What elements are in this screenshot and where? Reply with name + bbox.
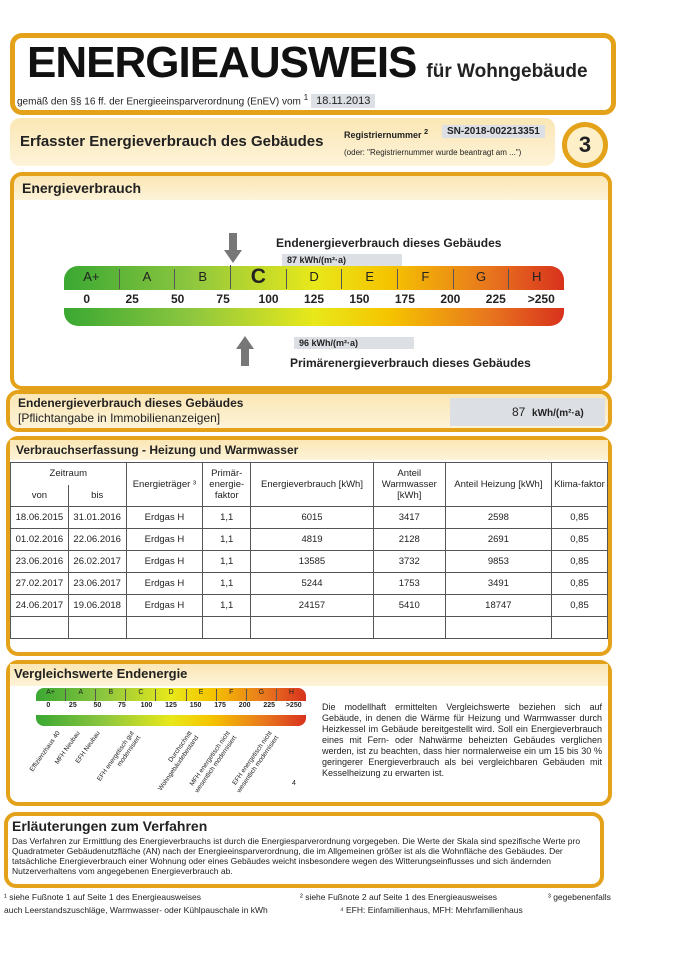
comparison-label: EFH energetisch gut modernisiert [96, 730, 142, 783]
energy-title: Energieverbrauch [22, 180, 142, 196]
table-cell: 0,85 [552, 551, 608, 573]
scale-tick: 175 [214, 702, 226, 709]
table-cell: 1,1 [203, 529, 251, 551]
comparison-text: Die modellhaft ermittelten Vergleichswerte beziehen sich auf Gebäude, in denen die Wärme für Heizung und Warmwasser durch Heizkessel im Gebäude bereitgestellt wird. Soll ein Energieverbrauch eines mit Fern- oder Nahwärme beheizten Gebäudes verglichen werden, ist zu beachten, dass hier normalerweise ein um 15 bis 30 % geringerer Energieverbrauch als bei vergleichbaren Gebäuden mit Kesselheizung zu erwarten ist. [322, 702, 602, 778]
summary-number: 87 [512, 405, 526, 419]
page-number-badge: 3 [562, 122, 608, 168]
scale-tick: 25 [68, 702, 77, 709]
comparison-panel [6, 660, 612, 806]
scale-tick: 25 [125, 292, 139, 306]
table-cell: 2128 [373, 529, 445, 551]
comparison-footnote-mark: 4 [292, 780, 296, 787]
comparison-label: EFH Neubau [74, 730, 102, 765]
table-cell: 18.06.2015 [11, 507, 69, 529]
table-cell: 5410 [373, 595, 445, 617]
scale-tick: 225 [485, 292, 506, 306]
table-row-empty [11, 617, 608, 639]
table-cell: 3417 [373, 507, 445, 529]
registration-note: (oder: "Registriernummer wurde beantragt am ...") [344, 148, 522, 157]
energy-class-G: G [453, 269, 509, 289]
table-cell: Erdgas H [126, 595, 203, 617]
table-cell: 1753 [373, 573, 445, 595]
scale-tick: 0 [83, 292, 91, 306]
end-value: 87 [287, 255, 298, 265]
energy-class-E: E [341, 269, 397, 289]
table-row [11, 595, 608, 617]
legal-sup: 1 [303, 92, 309, 102]
summary-value [450, 398, 605, 426]
table-cell-empty [126, 617, 203, 639]
consumption-table [10, 462, 608, 639]
prim-unit: kWh/(m²·a) [311, 338, 359, 348]
summary-panel [6, 390, 612, 432]
end-energy-label: Endenergieverbrauch dieses Gebäudes [276, 236, 502, 250]
summary-unit: kWh/(m²·a) [532, 408, 584, 419]
col-to: bis [68, 485, 126, 507]
prim-value: 96 [299, 338, 310, 348]
table-cell: 4819 [251, 529, 374, 551]
footnote-2: ² siehe Fußnote 2 auf Seite 1 des Energieausweises [300, 892, 498, 902]
consumption-title: Verbrauchserfassung - Heizung und Warmwasser [16, 443, 299, 457]
table-cell: 31.01.2016 [68, 507, 126, 529]
table-cell: 22.06.2016 [68, 529, 126, 551]
table-cell: 9853 [445, 551, 551, 573]
energy-class-A: A [119, 269, 175, 289]
table-row [11, 529, 608, 551]
table-row [11, 573, 608, 595]
primary-energy-value [294, 337, 414, 349]
table-cell: 3732 [373, 551, 445, 573]
title-line [27, 38, 588, 88]
section-header [10, 118, 555, 166]
comparison-label: Effizienzhaus 40 [28, 730, 62, 774]
col-usage: Energieverbrauch [kWh] [251, 463, 374, 507]
table-cell: 01.02.2016 [11, 529, 69, 551]
document-title: ENERGIEAUSWEIS [27, 38, 417, 87]
table-cell: 2691 [445, 529, 551, 551]
energy-class-D: D [155, 689, 185, 701]
scale-tick: 200 [440, 292, 461, 306]
explanation-text: Das Verfahren zur Ermittlung des Energieverbrauchs ist durch die Energiesparverordnung vorgegeben. Die Werte der Skala sind spezifische Werte pro Quadratmeter Gebäudenutzfläche (AN) nach der Energieeinsparverordnung, die im Allgemeinen größer ist als die Wohnfläche des Gebäudes. Der tatsächliche Energieverbrauch einer Wohnung oder eines Gebäudes weicht insbesondere wegen des Witterungseinflusses und sich ändernden Nutzerverhaltens vom angegebenen Energieverbrauch ab. [12, 836, 581, 876]
table-cell: Erdgas H [126, 551, 203, 573]
energy-scale [64, 266, 564, 326]
energy-class-F: F [216, 689, 246, 701]
registration-label [344, 127, 428, 140]
comparison-label: MFH Neubau [53, 730, 82, 766]
table-cell: 19.06.2018 [68, 595, 126, 617]
legal-basis [17, 92, 375, 107]
col-from: von [11, 485, 69, 507]
col-period: Zeitraum [11, 463, 127, 485]
table-cell: 23.06.2017 [68, 573, 126, 595]
arrow-down-icon [224, 233, 242, 263]
table-cell-empty [552, 617, 608, 639]
scale-tick: 50 [93, 702, 102, 709]
energy-class-C: C [125, 689, 155, 701]
col-factor: Primär-energie-faktor [203, 463, 251, 507]
comparison-title: Vergleichswerte Endenergie [14, 666, 188, 681]
table-cell: 23.06.2016 [11, 551, 69, 573]
col-heating: Anteil Heizung [kWh] [445, 463, 551, 507]
col-carrier: Energieträger ³ [126, 463, 203, 507]
energy-class-C: C [230, 265, 286, 289]
energy-class-G: G [246, 689, 276, 701]
comparison-label: Durchschnitt Wohngebäudebestand [156, 730, 200, 792]
scale-tick: 100 [140, 702, 153, 709]
consumption-panel [6, 436, 612, 656]
table-cell: 24.06.2017 [11, 595, 69, 617]
scale-tick: >250 [285, 702, 302, 709]
scale-tick: 75 [118, 702, 126, 709]
scale-tick: 100 [258, 292, 279, 306]
table-cell: 6015 [251, 507, 374, 529]
scale-tick: 0 [46, 702, 51, 709]
energy-panel [10, 172, 612, 390]
table-cell-empty [251, 617, 374, 639]
table-cell: 5244 [251, 573, 374, 595]
table-cell: 0,85 [552, 573, 608, 595]
table-cell: 2598 [445, 507, 551, 529]
footnote-3: ³ gegebenenfalls [548, 892, 611, 902]
reg-label: Registriernummer [344, 130, 422, 140]
summary-title: Endenergieverbrauch dieses Gebäudes [18, 396, 244, 410]
scale-tick: 200 [238, 702, 251, 709]
table-row [11, 507, 608, 529]
table-cell-empty [373, 617, 445, 639]
col-water: Anteil Warmwasser [kWh] [373, 463, 445, 507]
energy-class-B: B [95, 689, 125, 701]
comparison-scale [36, 688, 306, 726]
table-cell: 1,1 [203, 551, 251, 573]
scale-tick: 150 [189, 702, 202, 709]
table-cell-empty [445, 617, 551, 639]
title-box [10, 33, 616, 115]
table-cell: 1,1 [203, 507, 251, 529]
end-unit: kWh/(m²·a) [299, 255, 347, 265]
table-cell: 24157 [251, 595, 374, 617]
legal-text: gemäß den §§ 16 ff. der Energieeinsparverordnung (EnEV) vom [17, 96, 301, 108]
footnote-1: ¹ siehe Fußnote 1 auf Seite 1 des Energieausweises [4, 892, 202, 902]
document-subtitle: für Wohngebäude [426, 61, 588, 82]
table-cell-empty [203, 617, 251, 639]
footnote-4: ⁴ EFH: Einfamilienhaus, MFH: Mehrfamilienhaus [340, 905, 523, 915]
table-cell-empty [68, 617, 126, 639]
energy-class-A+: A+ [46, 689, 55, 696]
scale-tick: 225 [263, 702, 276, 709]
scale-tick: >250 [527, 292, 555, 306]
table-cell: 26.02.2017 [68, 551, 126, 573]
table-cell: 0,85 [552, 507, 608, 529]
table-cell: 18747 [445, 595, 551, 617]
energy-class-F: F [397, 269, 453, 289]
table-cell: Erdgas H [126, 573, 203, 595]
summary-note: [Pflichtangabe in Immobilienanzeigen] [18, 411, 221, 425]
explanation-panel [4, 812, 604, 888]
scale-tick: 75 [216, 292, 230, 306]
scale-tick: 50 [170, 292, 185, 306]
energy-class-B: B [174, 269, 230, 289]
table-cell: 27.02.2017 [11, 573, 69, 595]
energy-class-D: D [286, 269, 342, 289]
section-title: Erfasster Energieverbrauch des Gebäudes [20, 133, 324, 150]
table-cell: Erdgas H [126, 507, 203, 529]
table-cell: 0,85 [552, 529, 608, 551]
table-cell: Erdgas H [126, 529, 203, 551]
energy-class-H: H [276, 689, 306, 701]
scale-tick: 125 [303, 292, 324, 306]
scale-tick: 125 [165, 702, 177, 709]
col-climate: Klima-faktor [552, 463, 608, 507]
energy-class-A+: A+ [83, 269, 100, 284]
comparison-label: EFH energetisch nicht wesentlich modernisiert [231, 730, 280, 794]
table-cell: 3491 [445, 573, 551, 595]
registration-number: SN-2018-002213351 [442, 125, 545, 138]
issue-date: 18.11.2013 [311, 94, 375, 108]
reg-sup: 2 [424, 127, 429, 136]
footnote-3b: auch Leerstandszuschläge, Warmwasser- oder Kühlpauschale in kWh [4, 905, 268, 915]
energy-class-A: A [65, 689, 95, 701]
table-row [11, 551, 608, 573]
primary-energy-label: Primärenergieverbrauch dieses Gebäudes [290, 356, 531, 370]
scale-tick: 150 [349, 292, 370, 306]
table-cell: 1,1 [203, 595, 251, 617]
table-cell: 0,85 [552, 595, 608, 617]
table-cell-empty [11, 617, 69, 639]
energy-class-H: H [508, 269, 564, 289]
explanation-title: Erläuterungen zum Verfahren [12, 818, 208, 834]
comparison-label: MFH energetisch nicht wesentlich modernisiert [188, 730, 238, 794]
scale-tick: 175 [394, 292, 415, 306]
energy-class-E: E [186, 689, 216, 701]
end-energy-value [282, 254, 402, 266]
table-cell: 1,1 [203, 573, 251, 595]
table-cell: 13585 [251, 551, 374, 573]
arrow-up-icon [236, 336, 254, 366]
